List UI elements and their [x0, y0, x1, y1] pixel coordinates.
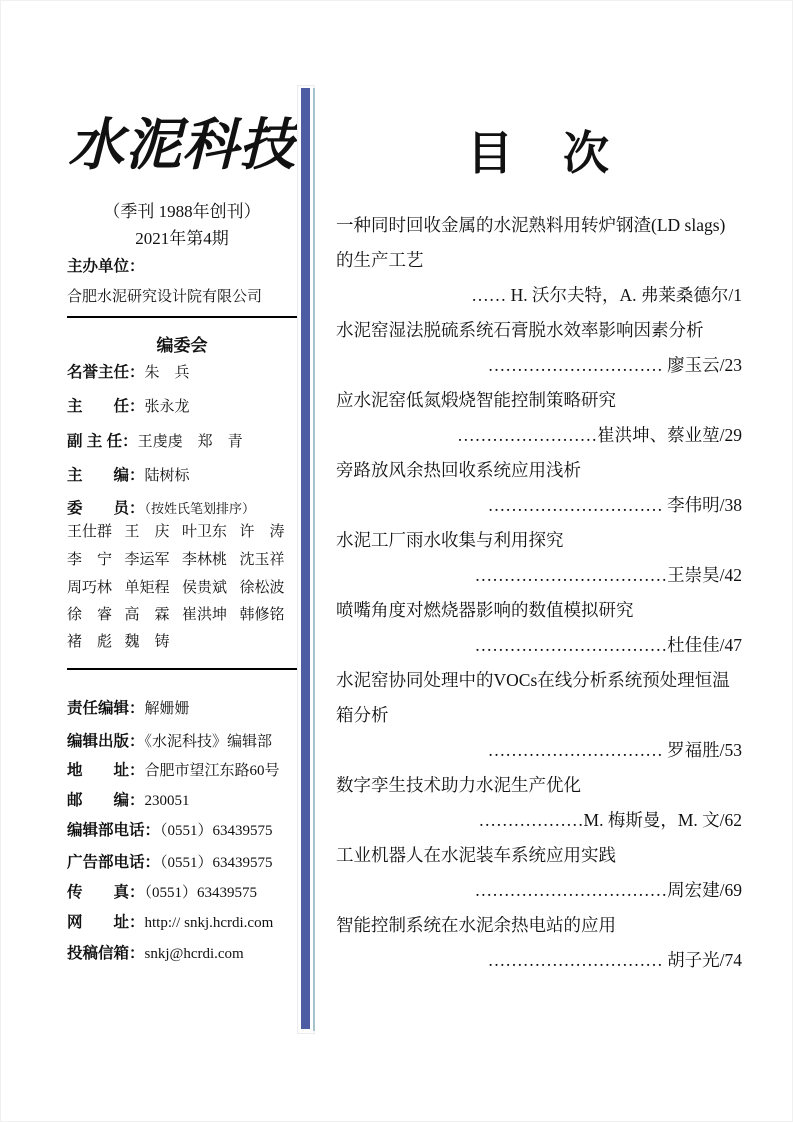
board-row-label: 名誉主任：: [67, 364, 145, 381]
board-row-chief-editor: [67, 466, 297, 486]
board-row-value: 陆树标: [144, 468, 190, 484]
article-entry: [336, 593, 742, 663]
masthead-column: [67, 1, 297, 1122]
article-entry: [336, 453, 742, 523]
imprint-label: 编辑部电话：: [67, 822, 161, 839]
imprint-value: （0551）63439575: [160, 855, 273, 871]
member-name: 许 涛: [239, 524, 285, 540]
email-address: snkj@hcrdi.com: [144, 946, 244, 962]
member-name: 李 宁: [67, 552, 113, 568]
article-author-page: 胡子光/74: [667, 950, 742, 970]
board-members-row: [67, 578, 297, 598]
article-title: 水泥窑协同处理中的VOCs在线分析系统预处理恒温箱分析: [336, 670, 730, 725]
article-author-page: 李伟明/38: [667, 495, 742, 515]
contents-title: 目 次: [467, 128, 611, 179]
imprint-value: 合肥市望江东路60号: [144, 763, 280, 779]
member-name: 李运军: [124, 552, 170, 568]
article-author-page: 周宏建/69: [667, 880, 742, 900]
article-title: 旁路放风余热回收系统应用浅析: [336, 460, 581, 480]
article-author-line: [336, 873, 742, 908]
sponsor-name: 合肥水泥研究设计院有限公司: [67, 289, 263, 305]
article-entry: [336, 313, 742, 383]
imprint-label: 邮 编：: [67, 792, 145, 809]
dot-leader: ………………: [478, 810, 584, 830]
imprint-label: 传 真：: [67, 884, 145, 901]
article-entry: [336, 523, 742, 593]
member-name: 单矩程: [124, 580, 170, 596]
journal-title: 水泥科技: [68, 115, 296, 177]
article-author-line: [336, 278, 742, 313]
imprint-row-address: [67, 761, 297, 781]
article-title: 数字孪生技术助力水泥生产优化: [336, 775, 581, 795]
article-author-line: [336, 418, 742, 453]
article-author-line: [336, 488, 742, 523]
article-author-line: [336, 943, 742, 978]
article-author-page: 杜佳佳/47: [667, 635, 742, 655]
member-name: 王 庆: [124, 524, 170, 540]
page-divider-line: [313, 88, 315, 1031]
article-entry: [336, 663, 742, 768]
member-name: 魏 铸: [124, 634, 170, 650]
board-row-value: 朱 兵: [144, 365, 190, 381]
dot-leader: …………………………: [487, 740, 668, 760]
imprint-label: 地 址：: [67, 762, 145, 779]
member-name: 韩修铭: [239, 607, 285, 623]
imprint-label: 编辑出版：: [67, 733, 145, 750]
article-entry: [336, 383, 742, 453]
dot-leader: ……………………: [457, 425, 598, 445]
contents-column: [336, 1, 742, 1122]
article-author-page: M. 梅斯曼，M. 文/62: [583, 810, 742, 830]
article-title: 喷嘴角度对燃烧器影响的数值模拟研究: [336, 600, 634, 620]
article-author-page: 罗福胜/53: [667, 740, 742, 760]
board-row-label: 主 编：: [67, 467, 145, 484]
imprint-value: （0551）63439575: [160, 823, 273, 839]
article-title: 水泥窑湿法脱硫系统石膏脱水效率影响因素分析: [336, 320, 704, 340]
member-name: 周巧林: [67, 580, 113, 596]
board-row-honorary-director: [67, 363, 297, 383]
member-name: 侯贵斌: [182, 580, 228, 596]
dot-leader: …………………………: [487, 355, 668, 375]
imprint-label: 责任编辑：: [67, 700, 145, 717]
article-list: [336, 208, 742, 978]
member-name: 崔洪坤: [182, 607, 228, 623]
dot-leader: ……………………………: [474, 635, 668, 655]
article-author-line: [336, 348, 742, 383]
imprint-value: （0551）63439575: [144, 885, 258, 901]
member-name: 沈玉祥: [239, 552, 285, 568]
article-title: 智能控制系统在水泥余热电站的应用: [336, 915, 616, 935]
imprint-value: 230051: [144, 793, 190, 809]
article-author-line: [336, 558, 742, 593]
board-row-deputy-director: [67, 432, 297, 452]
board-members-row: [67, 605, 297, 625]
imprint-value: 《水泥科技》编辑部: [144, 734, 273, 750]
board-row-value: 王虔虔 郑 青: [137, 434, 243, 450]
horizontal-rule-top: [67, 316, 297, 318]
imprint-row-ad-phone: [67, 853, 297, 873]
member-name: 徐松波: [239, 580, 285, 596]
board-row-label: 委 员：: [67, 500, 145, 517]
article-author-line: [336, 733, 742, 768]
imprint-row-fax: [67, 883, 297, 903]
article-author-page: 崔洪坤、蔡业堃/29: [597, 425, 742, 445]
member-name: 叶卫东: [182, 524, 228, 540]
article-entry: [336, 768, 742, 838]
journal-subtitle: （季刊 1988年创刊）: [103, 202, 261, 221]
article-title: 应水泥窑低氮煅烧智能控制策略研究: [336, 390, 616, 410]
article-title: 工业机器人在水泥装车系统应用实践: [336, 845, 616, 865]
article-author-page: 王崇昊/42: [667, 565, 742, 585]
board-members-row: [67, 550, 297, 570]
board-row-value: 张永龙: [144, 399, 190, 415]
article-author-page: 廖玉云/23: [667, 355, 742, 375]
page-divider-bar: [301, 88, 310, 1029]
horizontal-rule-bottom: [67, 668, 297, 670]
website-url: http:// snkj.hcrdi.com: [144, 915, 274, 931]
imprint-row-website: [67, 913, 297, 933]
member-name: 王仕群: [67, 524, 113, 540]
board-members-row: [67, 632, 297, 652]
board-row-note: （按姓氏笔划排序）: [144, 501, 256, 516]
imprint-row-editorial-phone: [67, 821, 297, 841]
article-title: 一种同时回收金属的水泥熟料用转炉钢渣(LD slags)的生产工艺: [336, 215, 726, 270]
article-entry: [336, 908, 742, 978]
sponsor-label: 主办单位：: [67, 258, 145, 275]
board-row-committee: [67, 499, 297, 519]
imprint-label: 广告部电话：: [67, 854, 161, 871]
dot-leader: ……………………………: [474, 880, 668, 900]
board-members-row: [67, 522, 297, 542]
member-name: 徐 睿: [67, 607, 113, 623]
article-author-line: [336, 628, 742, 663]
dot-leader: …………………………: [487, 495, 668, 515]
dot-leader: ……: [471, 285, 511, 305]
imprint-label: 网 址：: [67, 914, 145, 931]
article-title: 水泥工厂雨水收集与利用探究: [336, 530, 564, 550]
imprint-row-postcode: [67, 791, 297, 811]
sponsor-row: [67, 257, 297, 277]
article-entry: [336, 838, 742, 908]
board-row-label: 副 主 任：: [67, 433, 138, 450]
imprint-row-editor: [67, 699, 297, 719]
imprint-row-publisher: [67, 732, 297, 752]
imprint-label: 投稿信箱：: [67, 945, 145, 962]
article-author-line: [336, 803, 742, 838]
dot-leader: ……………………………: [474, 565, 668, 585]
imprint-row-email: [67, 944, 297, 964]
dot-leader: …………………………: [487, 950, 668, 970]
article-entry: [336, 208, 742, 313]
member-name: 李林桃: [182, 552, 228, 568]
board-row-director: [67, 397, 297, 417]
member-name: 褚 彪: [67, 634, 113, 650]
journal-issue: 2021年第4期: [135, 229, 229, 248]
article-author-page: H. 沃尔夫特，A. 弗莱桑德尔/1: [510, 285, 742, 305]
editorial-board-header: 编委会: [156, 336, 208, 355]
imprint-value: 解姗姗: [144, 701, 190, 717]
member-name: 高 霖: [124, 607, 170, 623]
board-row-label: 主 任：: [67, 398, 145, 415]
